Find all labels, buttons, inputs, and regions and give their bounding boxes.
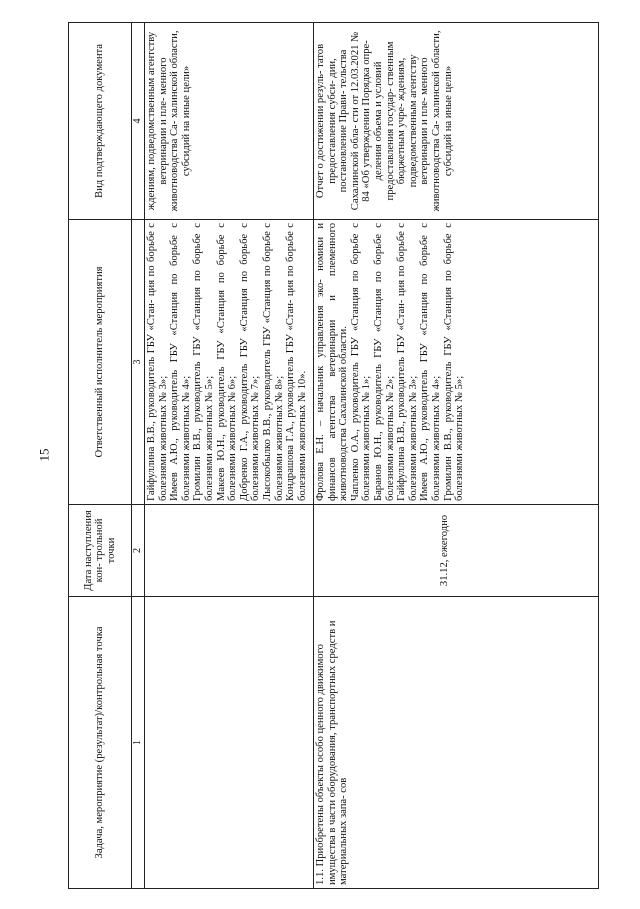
column-number: 2: [132, 505, 145, 597]
task-cell: [145, 597, 314, 889]
executor-line: Лысокобылко В.В., руководитель ГБУ «Станция по борьбе с болезнями животных № 8»;: [261, 223, 285, 501]
executor-line: Имеев А.Ю., руководитель ГБУ «Станция по борьбе с болезнями животных № 4»;: [169, 223, 192, 501]
header-date: Дата наступления кон- трольной точки: [69, 505, 132, 597]
executor-line: Громилин В.В., руководитель ГБУ «Станция по борьбе с болезнями животных № 5»;: [192, 223, 215, 501]
page-number: 15: [36, 448, 52, 462]
column-number: 3: [132, 220, 145, 505]
executor-line: Баранов Ю.Н., руководитель ГБУ «Станция по борьбе с болезнями животных № 2»;: [372, 223, 396, 501]
date-cell: [314, 505, 599, 597]
control-points-table: [68, 22, 599, 889]
document-cell: ждениям, подведомственным агентству ветеринарии и пле- менного животноводства Са- халинской области, субсидий на иные цели»: [145, 23, 314, 220]
header-task: Задача, мероприятие (результат)/контрольная точка: [69, 597, 132, 889]
table-row: [314, 23, 599, 889]
executor-line: Добренко Г.А., руководитель ГБУ «Станция по борьбе с болезнями животных № 7»;: [238, 223, 262, 501]
executor-cell: [145, 220, 314, 505]
column-number: 4: [132, 23, 145, 220]
executor-line: Фролова Е.Н. – начальник управления эко- номики и финансов агентства ветеринарии и племенного животноводства Сахалинской области.: [315, 223, 350, 501]
executor-line: Макеев Ю.Н., руководитель ГБУ «Станция по борьбе с болезнями животных № 6»;: [215, 223, 239, 501]
executor-line: Гайфуллина В.В., руководитель ГБУ «Стан- ция по борьбе с болезнями животных № 3»;: [146, 223, 169, 501]
column-number: 1: [132, 597, 145, 889]
header-executor: Ответственный исполнитель мероприятия: [69, 220, 132, 505]
date-cell: [145, 505, 314, 597]
column-numbers-row: [132, 23, 145, 889]
executor-cell: [314, 220, 599, 505]
document-cell: Отчет о достижении резуль- татов предоставления субси- дии, постановление Прави- тельства Сахалинской обла- сти от 12.03.2021 № 84 «Об утверждении Порядка опре- деления объема и условий предоставления государ- ственным бюджетным учре- ждениям, подведомственным агентству ветеринарии и пле- менного животноводства Са- халинской области, субсидий на иные цели»: [314, 23, 599, 220]
executor-line: Имеев А.Ю., руководитель ГБУ «Станция по борьбе с болезнями животных № 4»;: [419, 223, 442, 501]
executor-line: Чапленко О.А., руководитель ГБУ «Станция по борьбе с болезнями животных № 1»;: [349, 223, 373, 501]
date-value: 31.12, ежегодно: [439, 514, 450, 587]
executor-line: Громилин В.В., руководитель ГБУ «Станция по борьбе с болезнями животных № 5»;: [442, 223, 466, 501]
table-row: [145, 23, 314, 889]
task-cell: 1.1. Приобретены объекты особо ценного движимого имущества в части оборудования, транспортных средств и материальных запа- сов: [314, 597, 599, 889]
executor-line: Гайфуллина В.В., руководитель ГБУ «Стан- ция по борьбе с болезнями животных № 3»;: [396, 223, 419, 501]
header-document: Вид подтверждающего документа: [69, 23, 132, 220]
executor-line: Кондрашова Г.А., руководитель ГБУ «Стан- ция по борьбе с болезнями животных № 10».: [285, 223, 308, 501]
rotated-page: [68, 23, 628, 889]
table-header-row: [69, 23, 132, 889]
